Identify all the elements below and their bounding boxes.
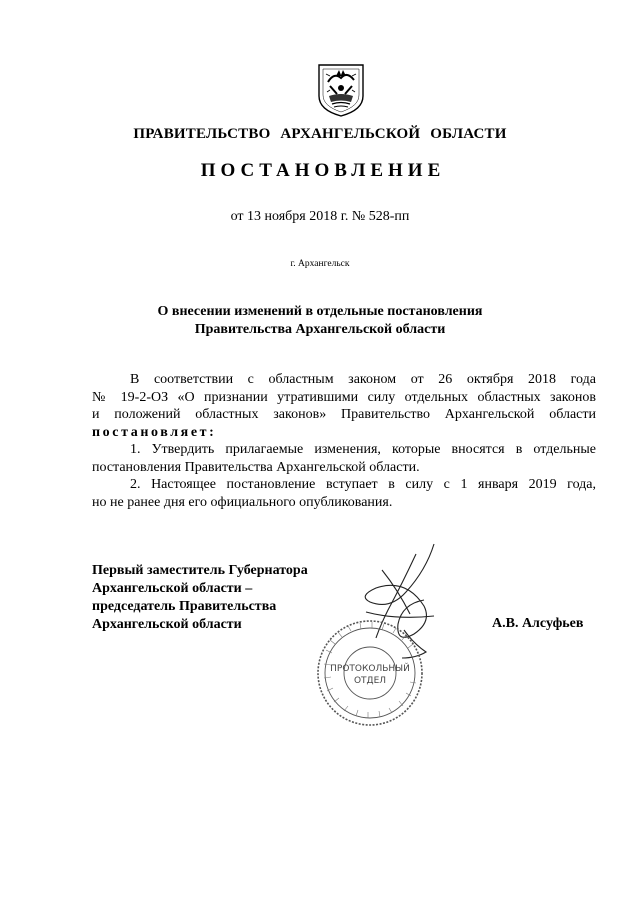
- document-body: [92, 371, 596, 511]
- body-line: и положений областных законов» Правительство Архангельской области: [92, 407, 596, 422]
- signatory-position-line: Первый заместитель Губернатора: [92, 563, 308, 578]
- document-date-number: от 13 ноября 2018 г. № 528-пп: [230, 209, 410, 224]
- handwritten-signature-icon: [365, 544, 434, 658]
- body-line: постановления Правительства Архангельской области.: [92, 459, 420, 475]
- body-line-resolves: постановляет:: [92, 424, 217, 440]
- document-city: г. Архангельск: [290, 259, 350, 269]
- signatory-position-line: председатель Правительства: [92, 599, 277, 614]
- subject-line: О внесении изменений в отдельные постановления: [157, 304, 483, 319]
- round-stamp-icon: [306, 540, 456, 740]
- subject-line: Правительства Архангельской области: [194, 322, 446, 337]
- signatory-position-line: Архангельской области –: [92, 581, 253, 596]
- arkhangelsk-coat-of-arms-icon: [314, 62, 368, 118]
- government-title-word: АРХАНГЕЛЬСКОЙ: [280, 126, 421, 142]
- body-line: но не ранее дня его официального опубликования.: [92, 494, 393, 510]
- signatory-name: А.В. Алсуфьев: [492, 616, 584, 631]
- government-title-word: ПРАВИТЕЛЬСТВО: [133, 126, 271, 142]
- signatory-position-line: Архангельской области: [92, 617, 242, 632]
- body-line: В соответствии с областным законом от 26 октября 2018 года: [130, 372, 596, 387]
- stamp-inner-text: ОТДЕЛ: [353, 676, 387, 686]
- government-title: [0, 126, 640, 143]
- body-line: 2. Настоящее постановление вступает в силу с 1 января 2019 года,: [130, 477, 596, 492]
- government-title-word: ОБЛАСТИ: [430, 126, 507, 142]
- body-line: 1. Утвердить прилагаемые изменения, которые вносятся в отдельные: [130, 442, 596, 457]
- stamp-inner-text: ПРОТОКОЛЬНЫЙ: [330, 664, 410, 674]
- document-type: ПОСТАНОВЛЕНИЕ: [200, 160, 446, 181]
- body-line: № 19-2-ОЗ «О признании утратившими силу отдельных областных законов: [92, 389, 596, 405]
- signatory-position: [92, 562, 308, 634]
- document-subject: [0, 303, 640, 339]
